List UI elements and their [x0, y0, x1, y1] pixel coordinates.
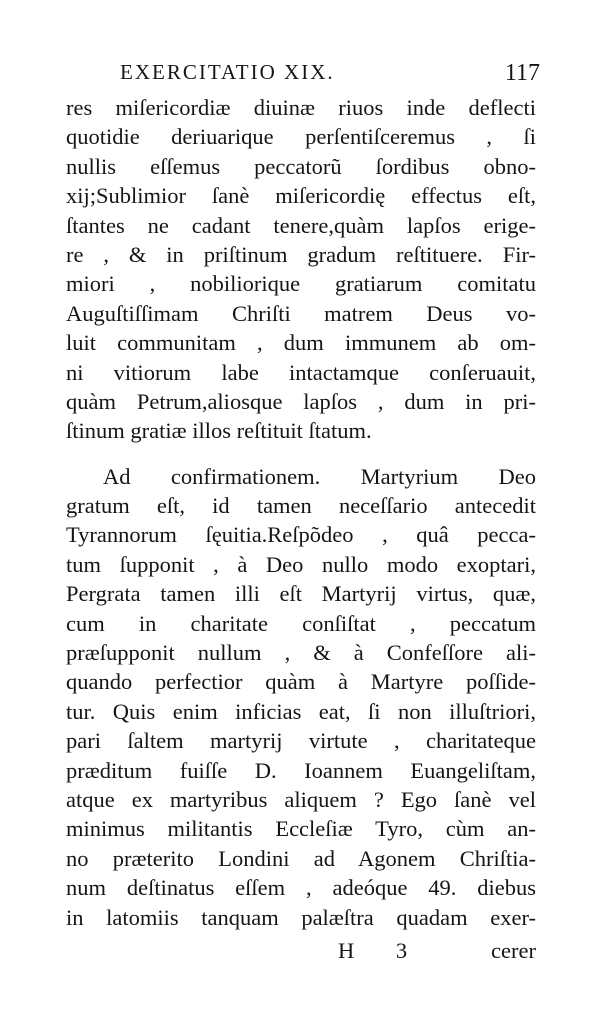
- text-line: tum ſupponit , à Deo nullo modo exoptari,: [66, 551, 536, 577]
- text-line: Auguſtiſſimam Chriſti matrem Deus vo-: [66, 300, 536, 326]
- paragraph-gap: [66, 446, 536, 462]
- text-line: luit communitam , dum immunem ab om-: [66, 330, 536, 356]
- text-line: Ad confirmationem. Martyrium Deo: [103, 463, 536, 489]
- signature-mark: H 3: [338, 938, 426, 963]
- running-title: EXERCITATIO XIX.: [120, 60, 335, 84]
- text-line: præſupponit nullum , & à Confeſſore ali-: [66, 640, 536, 666]
- text-line: quando perfectior quàm à Martyre poſſide-: [66, 669, 536, 695]
- text-line: ſtantes ne cadant tenere,quàm lapſos erige-: [66, 212, 536, 238]
- text-line: ſtinum gratiæ illos reſtituit ſtatum.: [66, 418, 372, 444]
- paragraph-1: [66, 93, 536, 446]
- text-line: tur. Quis enim inficias eat, ſi non illuſtriori,: [66, 698, 536, 724]
- text-line: no præterito Londini ad Agonem Chriſtia-: [66, 845, 536, 871]
- text-block: [66, 93, 536, 932]
- text-line: minimus militantis Eccleſiæ Tyro, cùm an-: [66, 816, 536, 842]
- text-line: atque ex martyribus aliquem ? Ego ſanè vel: [66, 786, 536, 812]
- text-line: re , & in priſtinum gradum reſtituere. Fir-: [66, 241, 536, 267]
- text-line: pari ſaltem martyrij virtute , charitateque: [66, 728, 536, 754]
- text-line: præditum fuiſſe D. Ioannem Euangeliſtam,: [66, 757, 536, 783]
- text-line: ni vitiorum labe intactamque conſeruauit,: [66, 359, 536, 385]
- catchword: cerer: [491, 938, 536, 963]
- text-line: Tyrannorum ſęuitia.Reſpõdeo , quâ pecca-: [66, 522, 536, 548]
- paragraph-2: [66, 462, 536, 932]
- text-line: res miſericordiæ diuinæ riuos inde deflecti: [66, 95, 536, 120]
- text-line: gratum eſt, id tamen neceſſario antecedit: [66, 493, 536, 519]
- page-footer: [66, 938, 536, 970]
- text-line: in latomiis tanquam palæſtra quadam exer-: [66, 904, 536, 930]
- text-line: quotidie deriuarique perſentiſceremus , ſi: [66, 124, 536, 150]
- page-number: 117: [504, 60, 540, 86]
- text-line: Pergrata tamen illi eſt Martyrij virtus, quæ,: [66, 581, 536, 607]
- text-line: quàm Petrum,aliosque lapſos , dum in pri-: [66, 388, 536, 414]
- text-line: miori , nobiliorique gratiarum comitatu: [66, 271, 536, 297]
- text-line: nullis eſſemus peccatorũ ſordibus obno-: [66, 153, 536, 179]
- text-line: num deſtinatus eſſem , adeóque 49. diebus: [66, 875, 536, 901]
- text-line: xij;Sublimior ſanè miſericordię effectus eſt,: [66, 183, 536, 209]
- running-head: [120, 60, 540, 90]
- text-line: cum in charitate conſiſtat , peccatum: [66, 610, 536, 636]
